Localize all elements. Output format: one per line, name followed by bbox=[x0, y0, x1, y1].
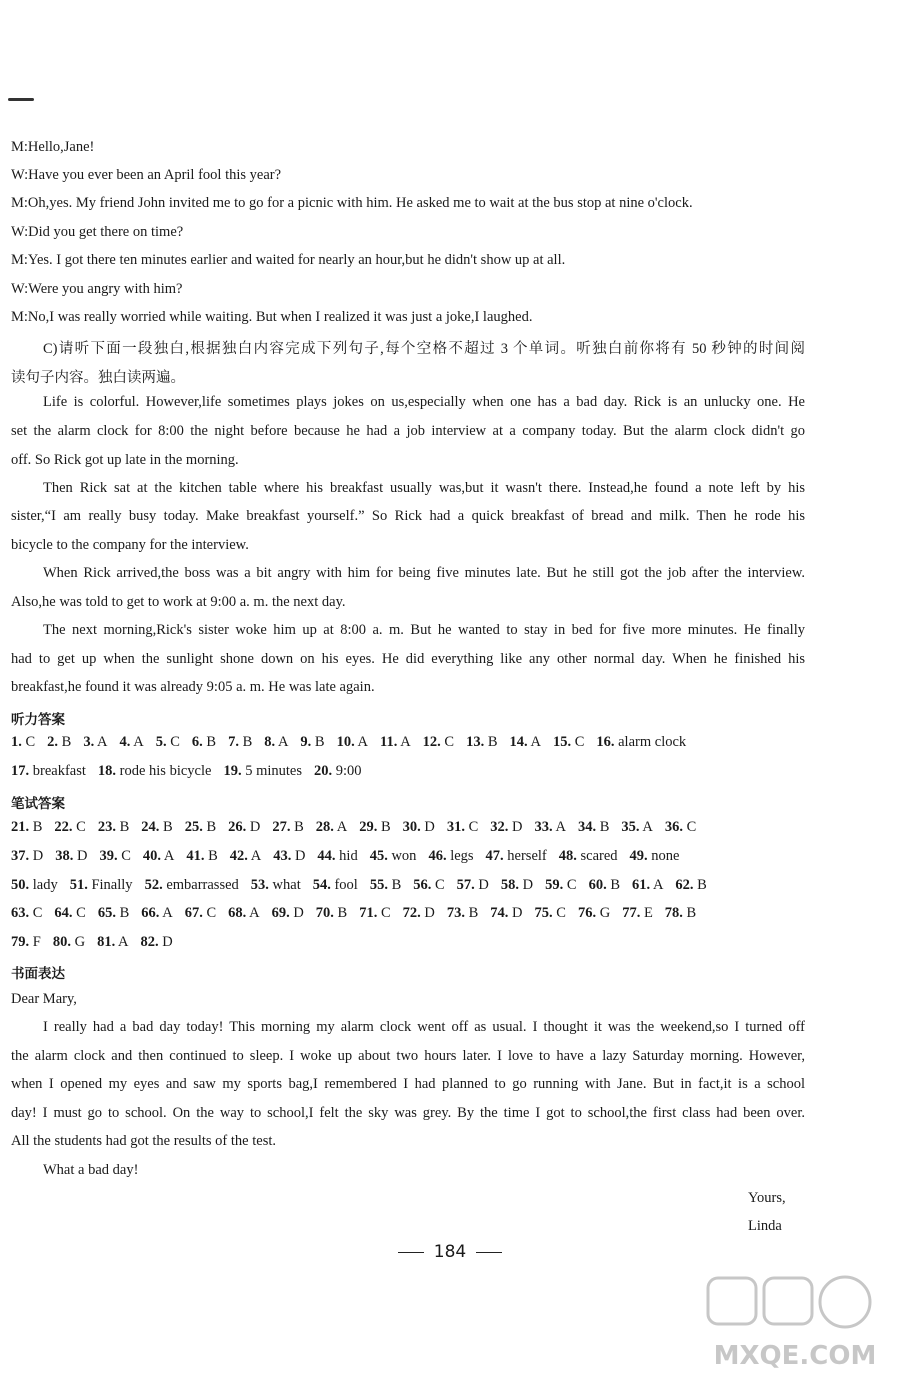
monologue-line: off. So Rick got up late in the morning. bbox=[11, 452, 239, 468]
answer-item bbox=[545, 877, 576, 894]
answer-number: 61. bbox=[631, 877, 651, 893]
answer-value: G bbox=[74, 934, 86, 950]
written-answer-row bbox=[11, 819, 708, 836]
answer-item bbox=[53, 934, 85, 951]
answer-item bbox=[98, 905, 129, 922]
answer-value: A bbox=[400, 734, 411, 750]
answer-number: 41. bbox=[186, 848, 205, 864]
answer-item bbox=[413, 877, 444, 894]
answer-number: 49. bbox=[629, 848, 648, 864]
answer-number: 51. bbox=[69, 877, 88, 893]
listening-answer-row bbox=[11, 763, 374, 780]
page-number-value: 184 bbox=[433, 1242, 467, 1262]
answer-number: 36. bbox=[664, 819, 683, 835]
answer-value: D bbox=[76, 848, 88, 864]
answer-value: C bbox=[380, 905, 391, 921]
monologue-line: Also,he was told to get to work at 9:00 a. m. the next day. bbox=[11, 594, 346, 610]
answer-value: C bbox=[574, 734, 585, 750]
answer-value: B bbox=[610, 877, 620, 893]
answer-number: 14. bbox=[509, 734, 528, 750]
answer-item bbox=[99, 848, 130, 865]
monologue-line: breakfast,he found it was already 9:05 a. m. He was late again. bbox=[11, 679, 375, 695]
answer-value: A bbox=[357, 734, 369, 750]
answer-item bbox=[447, 905, 478, 922]
answer-number: 60. bbox=[588, 877, 607, 893]
monologue-line: had to get up when the sunlight shone down on his eyes. He did everything like any other normal day. When he finished his bbox=[11, 651, 805, 667]
answer-number: 21. bbox=[11, 819, 30, 835]
answer-number: 48. bbox=[558, 848, 577, 864]
letter-sign-off: Yours, bbox=[748, 1190, 786, 1206]
answer-value: B bbox=[208, 848, 218, 864]
answer-value: B bbox=[380, 819, 391, 835]
answer-value: A bbox=[97, 734, 108, 750]
answer-value: C bbox=[468, 819, 479, 835]
answer-value: D bbox=[32, 848, 44, 864]
answer-value: what bbox=[272, 877, 301, 893]
answer-number: 66. bbox=[141, 905, 160, 921]
answer-value: C bbox=[435, 877, 445, 893]
answer-number: 68. bbox=[228, 905, 247, 921]
letter-body-line: day! I must go to school. On the way to school,I felt the sky was grey. By the time I got to school,the first class had been over. bbox=[11, 1105, 805, 1121]
answer-value: A bbox=[163, 848, 175, 864]
answer-item bbox=[559, 848, 618, 865]
answer-value: E bbox=[643, 905, 653, 921]
answer-item bbox=[370, 848, 417, 865]
answer-value: D bbox=[512, 819, 523, 835]
answer-number: 67. bbox=[184, 905, 203, 921]
answer-item bbox=[630, 848, 680, 865]
answer-item bbox=[501, 877, 533, 894]
answer-value: B bbox=[163, 819, 173, 835]
answer-number: 23. bbox=[97, 819, 116, 835]
answer-number: 72. bbox=[402, 905, 421, 921]
answer-value: 9:00 bbox=[335, 763, 362, 779]
answer-item bbox=[70, 877, 133, 894]
dialogue-line: W:Did you get there on time? bbox=[11, 224, 184, 240]
answer-number: 69. bbox=[271, 905, 290, 921]
answer-item bbox=[54, 905, 85, 922]
writing-heading: 书面表达 bbox=[11, 966, 65, 982]
answer-number: 16. bbox=[596, 734, 615, 750]
answer-value: A bbox=[336, 819, 348, 835]
answer-item bbox=[317, 848, 357, 865]
answer-number: 1. bbox=[11, 734, 22, 750]
answer-number: 13. bbox=[466, 734, 485, 750]
answer-number: 81. bbox=[97, 934, 116, 950]
answer-value: C bbox=[556, 905, 566, 921]
answer-item bbox=[510, 734, 541, 751]
answer-item bbox=[359, 905, 390, 922]
answer-item bbox=[143, 848, 174, 865]
answer-number: 57. bbox=[456, 877, 475, 893]
answer-number: 32. bbox=[490, 819, 509, 835]
listening-answers-heading: 听力答案 bbox=[11, 712, 65, 728]
answer-item bbox=[313, 877, 358, 894]
answer-number: 78. bbox=[664, 905, 683, 921]
answer-item bbox=[98, 819, 129, 836]
answer-value: A bbox=[555, 819, 566, 835]
answer-value: C bbox=[206, 905, 217, 921]
answer-value: B bbox=[337, 905, 348, 921]
answer-value: won bbox=[391, 848, 417, 864]
answer-value: B bbox=[242, 734, 253, 750]
answer-item bbox=[251, 877, 301, 894]
answer-number: 42. bbox=[229, 848, 248, 864]
answer-value: G bbox=[599, 905, 611, 921]
answer-item bbox=[228, 819, 260, 836]
answer-value: A bbox=[250, 848, 262, 864]
answer-number: 31. bbox=[446, 819, 465, 835]
answer-number: 79. bbox=[11, 934, 30, 950]
answer-item bbox=[490, 905, 522, 922]
answer-item bbox=[466, 734, 497, 751]
answer-number: 74. bbox=[490, 905, 509, 921]
answer-number: 28. bbox=[315, 819, 334, 835]
answer-item bbox=[457, 877, 489, 894]
answer-value: B bbox=[119, 905, 130, 921]
answer-value: B bbox=[206, 819, 217, 835]
answer-item bbox=[11, 763, 86, 780]
answer-number: 44. bbox=[317, 848, 336, 864]
monologue-line: Then Rick sat at the kitchen table where his breakfast usually was,but it wasn't there. Instead,he found a note left by his bbox=[43, 480, 805, 496]
answer-number: 53. bbox=[250, 877, 269, 893]
answer-number: 27. bbox=[272, 819, 291, 835]
answer-item bbox=[665, 819, 696, 836]
answer-number: 11. bbox=[380, 734, 398, 750]
answer-item bbox=[403, 905, 435, 922]
dialogue-line: W:Were you angry with him? bbox=[11, 281, 183, 297]
answer-item bbox=[675, 877, 706, 894]
answer-item bbox=[486, 848, 547, 865]
answer-value: D bbox=[249, 819, 261, 835]
answer-item bbox=[55, 848, 87, 865]
answer-item bbox=[380, 734, 411, 751]
answer-value: C bbox=[76, 819, 86, 835]
answer-number: 76. bbox=[577, 905, 597, 921]
answer-item bbox=[621, 819, 652, 836]
answer-value: D bbox=[424, 905, 435, 921]
answer-value: alarm clock bbox=[618, 734, 687, 750]
answer-value: C bbox=[32, 905, 43, 921]
answer-value: F bbox=[32, 934, 41, 950]
answer-number: 3. bbox=[83, 734, 95, 750]
letter-signature: Linda bbox=[748, 1218, 782, 1234]
answer-number: 8. bbox=[264, 734, 276, 750]
answer-number: 34. bbox=[577, 819, 597, 835]
answer-value: A bbox=[277, 734, 289, 750]
dialogue-line: M:Yes. I got there ten minutes earlier and waited for nearly an hour,but he didn't show up at all. bbox=[11, 252, 566, 268]
letter-greeting: Dear Mary, bbox=[11, 991, 77, 1007]
answer-number: 2. bbox=[47, 734, 59, 750]
answer-number: 12. bbox=[422, 734, 441, 750]
listening-answer-row bbox=[11, 734, 698, 751]
answer-number: 20. bbox=[314, 763, 333, 779]
answer-number: 4. bbox=[119, 734, 131, 750]
answer-number: 26. bbox=[228, 819, 247, 835]
answer-item bbox=[535, 819, 566, 836]
answer-item bbox=[11, 819, 42, 836]
answer-item bbox=[230, 848, 261, 865]
answer-number: 70. bbox=[315, 905, 334, 921]
letter-body-line: the alarm clock and then continued to sleep. I woke up about two hours later. I love to have a lazy Saturday morning. However, bbox=[11, 1048, 805, 1064]
answer-item bbox=[185, 819, 216, 836]
answer-number: 77. bbox=[622, 905, 641, 921]
answer-item bbox=[11, 734, 35, 751]
monologue-line: sister,“I am really busy today. Make breakfast yourself.” So Rick had a quick breakfast of bread and milk. Then he rode his bbox=[11, 508, 805, 524]
answer-item bbox=[11, 848, 43, 865]
answer-number: 30. bbox=[402, 819, 421, 835]
answer-item bbox=[185, 905, 216, 922]
answer-value: B bbox=[206, 734, 217, 750]
answer-item bbox=[316, 905, 347, 922]
answer-value: C bbox=[121, 848, 131, 864]
answer-item bbox=[535, 905, 566, 922]
dialogue-line: M:No,I was really worried while waiting. But when I realized it was just a joke,I laughed. bbox=[11, 309, 533, 325]
answer-item bbox=[403, 819, 435, 836]
answer-item bbox=[272, 819, 303, 836]
answer-value: B bbox=[599, 819, 610, 835]
dialogue-line: M:Hello,Jane! bbox=[11, 139, 95, 155]
answer-value: C bbox=[25, 734, 36, 750]
letter-closing-line: What a bad day! bbox=[43, 1162, 139, 1178]
answer-value: D bbox=[522, 877, 534, 893]
monologue-line: When Rick arrived,the boss was a bit angry with him for being five minutes late. But he still got the job after the interview. bbox=[43, 565, 805, 581]
answer-number: 63. bbox=[11, 905, 30, 921]
answer-value: embarrassed bbox=[166, 877, 239, 893]
answer-item bbox=[447, 819, 478, 836]
answer-item bbox=[428, 848, 473, 865]
answer-number: 38. bbox=[55, 848, 74, 864]
answer-value: scared bbox=[580, 848, 618, 864]
answer-number: 33. bbox=[534, 819, 553, 835]
letter-body-line: I really had a bad day today! This morning my alarm clock went off as usual. I thought it was the weekend,so I turned off bbox=[43, 1019, 805, 1035]
letter-body-line: All the students had got the results of the test. bbox=[11, 1133, 276, 1149]
answer-number: 47. bbox=[485, 848, 504, 864]
answer-value: D bbox=[512, 905, 523, 921]
answer-number: 19. bbox=[223, 763, 242, 779]
written-answer-row bbox=[11, 877, 719, 894]
answer-value: B bbox=[391, 877, 402, 893]
answer-number: 52. bbox=[144, 877, 163, 893]
answer-value: C bbox=[686, 819, 697, 835]
answer-value: herself bbox=[507, 848, 547, 864]
answer-value: A bbox=[652, 877, 664, 893]
answer-item bbox=[47, 734, 71, 751]
answer-item bbox=[423, 734, 454, 751]
answer-item bbox=[273, 848, 305, 865]
answer-number: 50. bbox=[11, 877, 30, 893]
answer-number: 10. bbox=[336, 734, 355, 750]
answer-number: 15. bbox=[552, 734, 572, 750]
answer-value: legs bbox=[450, 848, 474, 864]
answer-value: C bbox=[444, 734, 455, 750]
answer-number: 7. bbox=[228, 734, 239, 750]
written-answer-row bbox=[11, 934, 185, 951]
answer-value: D bbox=[478, 877, 489, 893]
answer-item bbox=[141, 819, 172, 836]
answer-number: 45. bbox=[369, 848, 388, 864]
answer-item bbox=[97, 934, 128, 951]
answer-item bbox=[11, 905, 42, 922]
answer-number: 43. bbox=[273, 848, 292, 864]
answer-item bbox=[145, 877, 239, 894]
answer-item bbox=[264, 734, 288, 751]
answer-item bbox=[141, 905, 172, 922]
page-number bbox=[0, 1242, 900, 1262]
answer-number: 80. bbox=[52, 934, 71, 950]
answer-number: 18. bbox=[97, 763, 117, 779]
answer-item bbox=[54, 819, 85, 836]
answer-value: B bbox=[487, 734, 498, 750]
page-number-dash bbox=[398, 1252, 424, 1253]
answer-item bbox=[578, 819, 609, 836]
answer-number: 24. bbox=[141, 819, 160, 835]
answer-item bbox=[359, 819, 390, 836]
answer-value: A bbox=[642, 819, 653, 835]
answer-value: B bbox=[697, 877, 707, 893]
answer-number: 46. bbox=[428, 848, 447, 864]
monologue-line: Life is colorful. However,life sometimes plays jokes on us,especially when one has a bad day. Rick is an unlucky one. He bbox=[43, 394, 805, 410]
answer-value: 5 minutes bbox=[245, 763, 302, 779]
answer-value: A bbox=[118, 934, 129, 950]
answer-item bbox=[589, 877, 620, 894]
answer-value: Finally bbox=[91, 877, 133, 893]
answer-value: breakfast bbox=[32, 763, 86, 779]
answer-value: C bbox=[76, 905, 86, 921]
answer-number: 9. bbox=[300, 734, 312, 750]
answer-item bbox=[156, 734, 180, 751]
answer-number: 82. bbox=[140, 934, 159, 950]
answer-number: 29. bbox=[359, 819, 378, 835]
answer-item bbox=[192, 734, 216, 751]
answer-value: B bbox=[468, 905, 479, 921]
answer-number: 39. bbox=[99, 848, 118, 864]
answer-number: 17. bbox=[11, 763, 30, 779]
answer-number: 37. bbox=[11, 848, 30, 864]
watermark-text: MXQE.COM bbox=[713, 1341, 877, 1371]
monologue-line: The next morning,Rick's sister woke him up at 8:00 a. m. But he wanted to stay in bed for five more minutes. He finally bbox=[43, 622, 805, 638]
answer-number: 35. bbox=[621, 819, 640, 835]
answer-number: 73. bbox=[446, 905, 465, 921]
answer-number: 62. bbox=[675, 877, 694, 893]
answer-number: 71. bbox=[359, 905, 378, 921]
answer-number: 55. bbox=[369, 877, 388, 893]
answer-value: B bbox=[294, 819, 304, 835]
answer-value: D bbox=[162, 934, 173, 950]
answer-value: rode his bicycle bbox=[119, 763, 212, 779]
answer-number: 59. bbox=[545, 877, 564, 893]
answer-value: A bbox=[162, 905, 173, 921]
answer-number: 54. bbox=[312, 877, 331, 893]
answer-value: D bbox=[424, 819, 435, 835]
answer-item bbox=[228, 734, 252, 751]
answer-item bbox=[553, 734, 584, 751]
section-c-instruction-cont: 读句子内容。独白读两遍。 bbox=[11, 370, 185, 386]
answer-number: 75. bbox=[534, 905, 553, 921]
answer-value: A bbox=[530, 734, 541, 750]
answer-value: B bbox=[32, 819, 43, 835]
answer-value: B bbox=[119, 819, 130, 835]
answer-item bbox=[578, 905, 610, 922]
answer-item bbox=[186, 848, 217, 865]
answer-value: B bbox=[314, 734, 325, 750]
answer-value: B bbox=[61, 734, 72, 750]
dialogue-line: M:Oh,yes. My friend John invited me to go for a picnic with him. He asked me to wait at the bus stop at nine o'clock. bbox=[11, 195, 693, 211]
answer-item bbox=[11, 934, 41, 951]
answer-value: none bbox=[651, 848, 680, 864]
answer-item bbox=[272, 905, 304, 922]
answer-number: 64. bbox=[54, 905, 73, 921]
answer-number: 22. bbox=[54, 819, 73, 835]
answer-number: 25. bbox=[184, 819, 203, 835]
answer-value: A bbox=[133, 734, 144, 750]
answer-item bbox=[337, 734, 368, 751]
answer-item bbox=[98, 763, 212, 780]
answer-item bbox=[11, 877, 58, 894]
answer-item bbox=[316, 819, 347, 836]
written-answers-heading: 笔试答案 bbox=[11, 796, 65, 812]
watermark-logo bbox=[700, 1272, 890, 1382]
answer-value: fool bbox=[334, 877, 358, 893]
answer-value: B bbox=[686, 905, 697, 921]
answer-value: C bbox=[566, 877, 577, 893]
answer-value: lady bbox=[32, 877, 58, 893]
answer-item bbox=[83, 734, 107, 751]
answer-number: 58. bbox=[500, 877, 520, 893]
answer-value: D bbox=[293, 905, 304, 921]
answer-number: 5. bbox=[155, 734, 167, 750]
monologue-line: bicycle to the company for the interview. bbox=[11, 537, 249, 553]
dialogue-line: W:Have you ever been an April fool this year? bbox=[11, 167, 282, 183]
answer-value: D bbox=[294, 848, 306, 864]
answer-item bbox=[228, 905, 259, 922]
answer-value: C bbox=[170, 734, 180, 750]
answer-item bbox=[314, 763, 362, 780]
answer-number: 6. bbox=[191, 734, 203, 750]
answer-number: 40. bbox=[142, 848, 162, 864]
answer-item bbox=[622, 905, 653, 922]
answer-item bbox=[665, 905, 696, 922]
answer-item bbox=[120, 734, 144, 751]
letter-body-line: when I opened my eyes and saw my sports bag,I remembered I had planned to go running with Jane. But in fact,it is a school bbox=[11, 1076, 805, 1092]
answer-value: A bbox=[249, 905, 260, 921]
corner-mark bbox=[8, 98, 34, 101]
answer-value: hid bbox=[339, 848, 358, 864]
monologue-line: set the alarm clock for 8:00 the night before because he had a job interview at a company today. But the alarm clock didn't go bbox=[11, 423, 805, 439]
answer-item bbox=[300, 734, 324, 751]
answer-item bbox=[223, 763, 302, 780]
written-answer-row bbox=[11, 905, 708, 922]
answer-number: 56. bbox=[413, 877, 432, 893]
answer-number: 65. bbox=[97, 905, 116, 921]
section-c-instruction: C)请听下面一段独白,根据独白内容完成下列句子,每个空格不超过 3 个单词。听独白前你将有 50 秒钟的时间阅 bbox=[43, 341, 805, 357]
page-number-dash bbox=[476, 1252, 502, 1253]
answer-item bbox=[632, 877, 663, 894]
answer-item bbox=[490, 819, 522, 836]
answer-item bbox=[370, 877, 401, 894]
written-answer-row bbox=[11, 848, 691, 865]
answer-item bbox=[596, 734, 686, 751]
answer-item bbox=[141, 934, 173, 951]
